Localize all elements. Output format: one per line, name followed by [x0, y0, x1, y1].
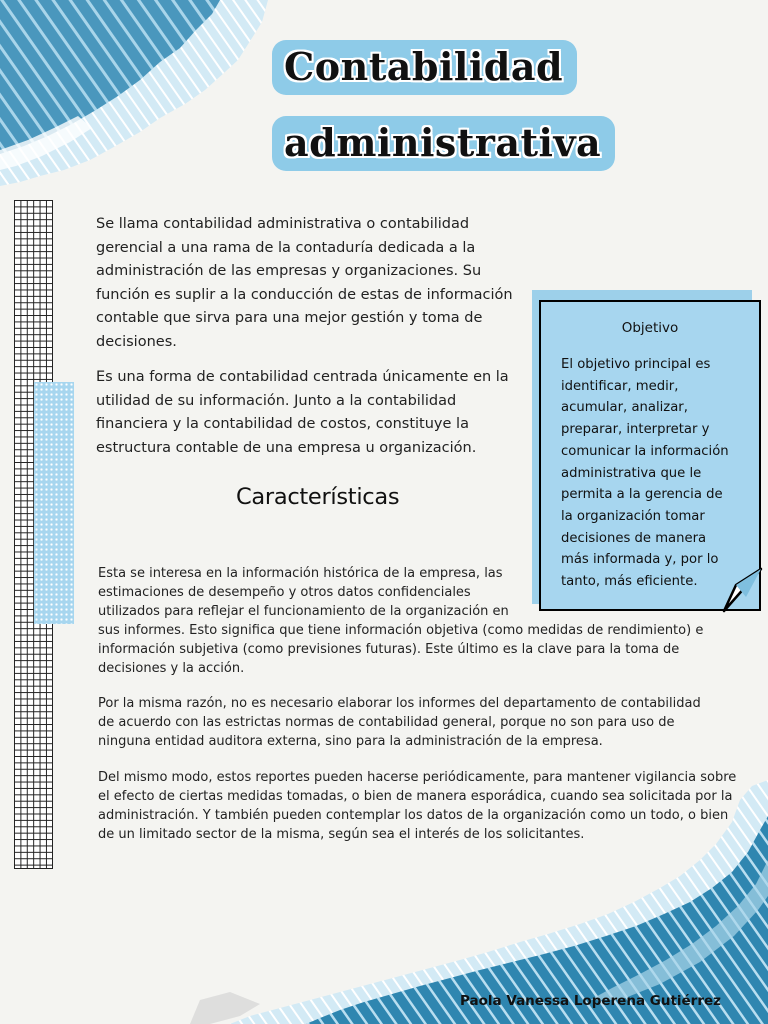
features-paragraph-3: Del mismo modo, estos reportes pueden hacerse periódicamente, para mantener vigilancia sobre el efecto de ciertas medidas tomadas, o bien de manera esporádica, cuando sea solicitada por la administración. Y también pueden contemplar los datos de la organización como un todo, o bien de un limitado sector de la misma, según sea el interés de los solicitantes. — [98, 770, 737, 842]
title-line-1: Contabilidad — [272, 40, 577, 95]
author-name: Paola Vanessa Loperena Gutiérrez — [460, 993, 722, 1009]
features-heading: Características — [236, 484, 400, 510]
title-line-2: administrativa — [272, 116, 615, 171]
features-paragraph-1b: sus informes. Esto significa que tiene información objetiva (como medidas de rendimiento) e información subjetiva (como previsiones futuras). Este último es la clave para la toma de decisiones y la acción. — [98, 623, 704, 676]
objective-text: El objetivo principal es identificar, medir, acumular, analizar, preparar, interpretar y comunicar la información administrativa que le permita a la gerencia de la organización tomar decisiones de manera más informada y, por lo tanto, más eficiente. — [561, 357, 729, 590]
intro-paragraph-2: Es una forma de contabilidad centrada únicamente en la utilidad de su información. Junto a la contabilidad financiera y la contabilidad de costos, constituye la estructura contable de una empresa u organización. — [96, 369, 509, 456]
intro-paragraph-1: Se llama contabilidad administrativa o contabilidad gerencial a una rama de la contaduría dedicada a la administración de las empresas y organizaciones. Su función es suplir a la conducción de estas de información contable que sirva para una mejor gestión y toma de decisiones. — [96, 216, 513, 350]
features-paragraph-2: Por la misma razón, no es necesario elaborar los informes del departamento de contabilidad de acuerdo con las estrictas normas de contabilidad general, porque no son para uso de ninguna entidad auditora externa, sino para la administración de la empresa. — [98, 696, 701, 749]
objective-card — [539, 300, 761, 611]
dotted-blue-panel — [34, 382, 74, 624]
features-paragraph-1a: Esta se interesa en la información histórica de la empresa, las estimaciones de desempeño y otros datos confidenciales utilizados para reflejar el funcionamiento de la organización en — [98, 566, 509, 619]
page-curl-icon — [722, 567, 764, 613]
objective-heading: Objetivo — [621, 320, 679, 336]
